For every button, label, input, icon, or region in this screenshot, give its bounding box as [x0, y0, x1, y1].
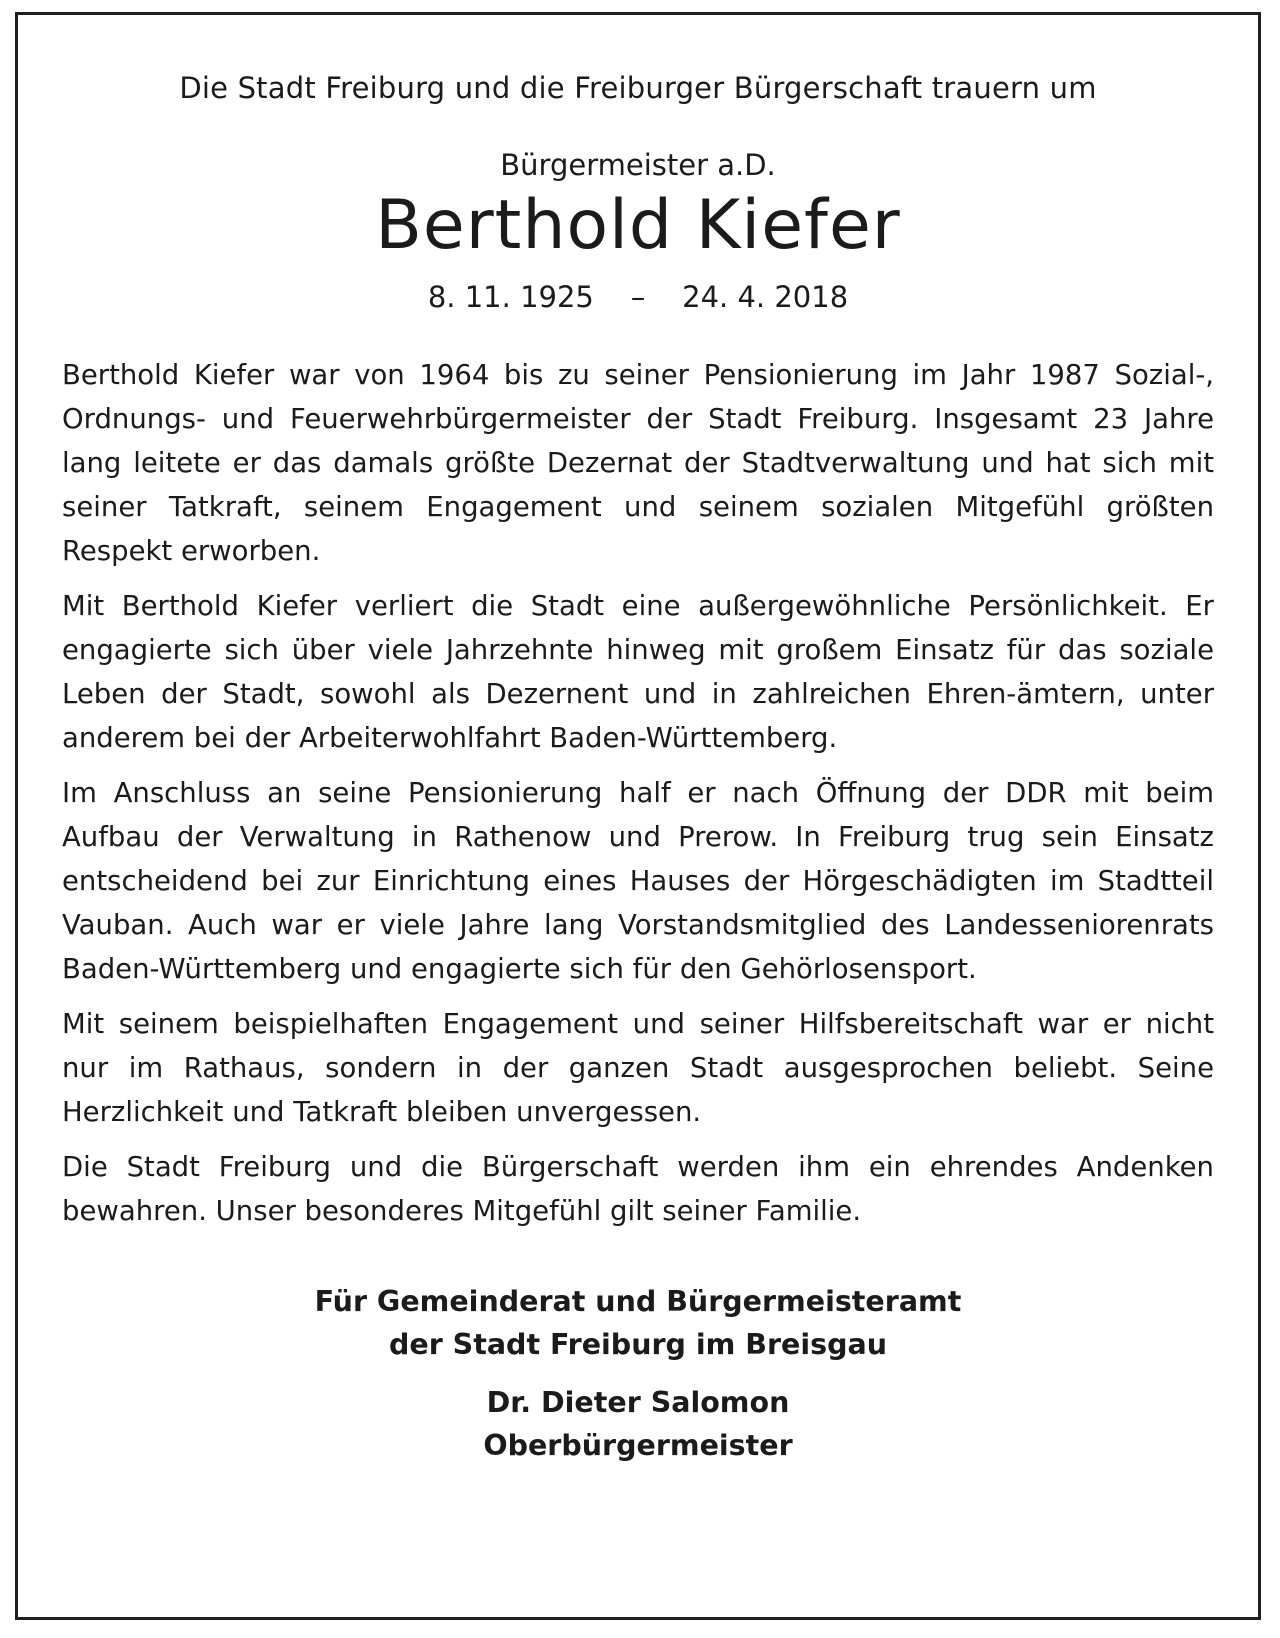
- body-paragraph: Mit seinem beispielhaften Engagement und seiner Hilfsbereitschaft war er nicht nur im Rathaus, sondern in der ganzen Stadt ausgesprochen beliebt. Seine Herzlichkeit und Tatkraft bleiben unvergessen.: [62, 1007, 1214, 1128]
- body-paragraph: Die Stadt Freiburg und die Bürgerschaft werden ihm ein ehrendes Andenken bewahren. Unser besonderes Mitgefühl gilt seiner Familie.: [62, 1150, 1214, 1227]
- notice-body: [62, 353, 1214, 1233]
- body-paragraph: Berthold Kiefer war von 1964 bis zu seiner Pensionierung im Jahr 1987 Sozial-, Ordnungs- und Feuerwehrbürgermeister der Stadt Freiburg. Insgesamt 23 Jahre lang leitete er das damals größte Dezernat der Stadtverwaltung und hat sich mit seiner Tatkraft, seinem Engagement und seinem sozialen Mitgefühl größten Respekt erworben.: [62, 358, 1214, 567]
- obituary-notice: [15, 12, 1261, 1620]
- rank-title: Bürgermeister a.D.: [500, 147, 776, 182]
- notice-content: [62, 71, 1214, 1468]
- signature-block: [62, 1281, 1214, 1468]
- intro-line: Die Stadt Freiburg und die Freiburger Bürgerschaft trauern um: [179, 71, 1097, 105]
- body-paragraph: Mit Berthold Kiefer verliert die Stadt eine außergewöhnliche Persönlichkeit. Er engagierte sich über viele Jahrzehnte hinweg mit großem Einsatz für das soziale Leben der Stadt, sowohl als Dezernent und in zahlreichen Ehren-ämtern, unter anderem bei der Arbeiterwohlfahrt Baden-Württemberg.: [62, 589, 1214, 754]
- deceased-name: Berthold Kiefer: [375, 185, 901, 265]
- signature-org-line: Für Gemeinderat und Bürgermeisteramt: [314, 1284, 962, 1318]
- signature-org-line: der Stadt Freiburg im Breisgau: [388, 1327, 888, 1361]
- body-paragraph: Im Anschluss an seine Pensionierung half er nach Öffnung der DDR mit beim Aufbau der Verwaltung in Rathenow und Prerow. In Freiburg trug sein Einsatz entscheidend bei zur Einrichtung eines Hauses der Hörgeschädigten im Stadtteil Vauban. Auch war er viele Jahre lang Vorstandsmitglied des Landesseniorenrats Baden-Württemberg und engagierte sich für den Gehörlosensport.: [62, 776, 1214, 985]
- signatory-title: Oberbürgermeister: [483, 1429, 793, 1463]
- life-dates: 8. 11. 1925 – 24. 4. 2018: [427, 280, 849, 315]
- signatory-name: Dr. Dieter Salomon: [486, 1386, 790, 1420]
